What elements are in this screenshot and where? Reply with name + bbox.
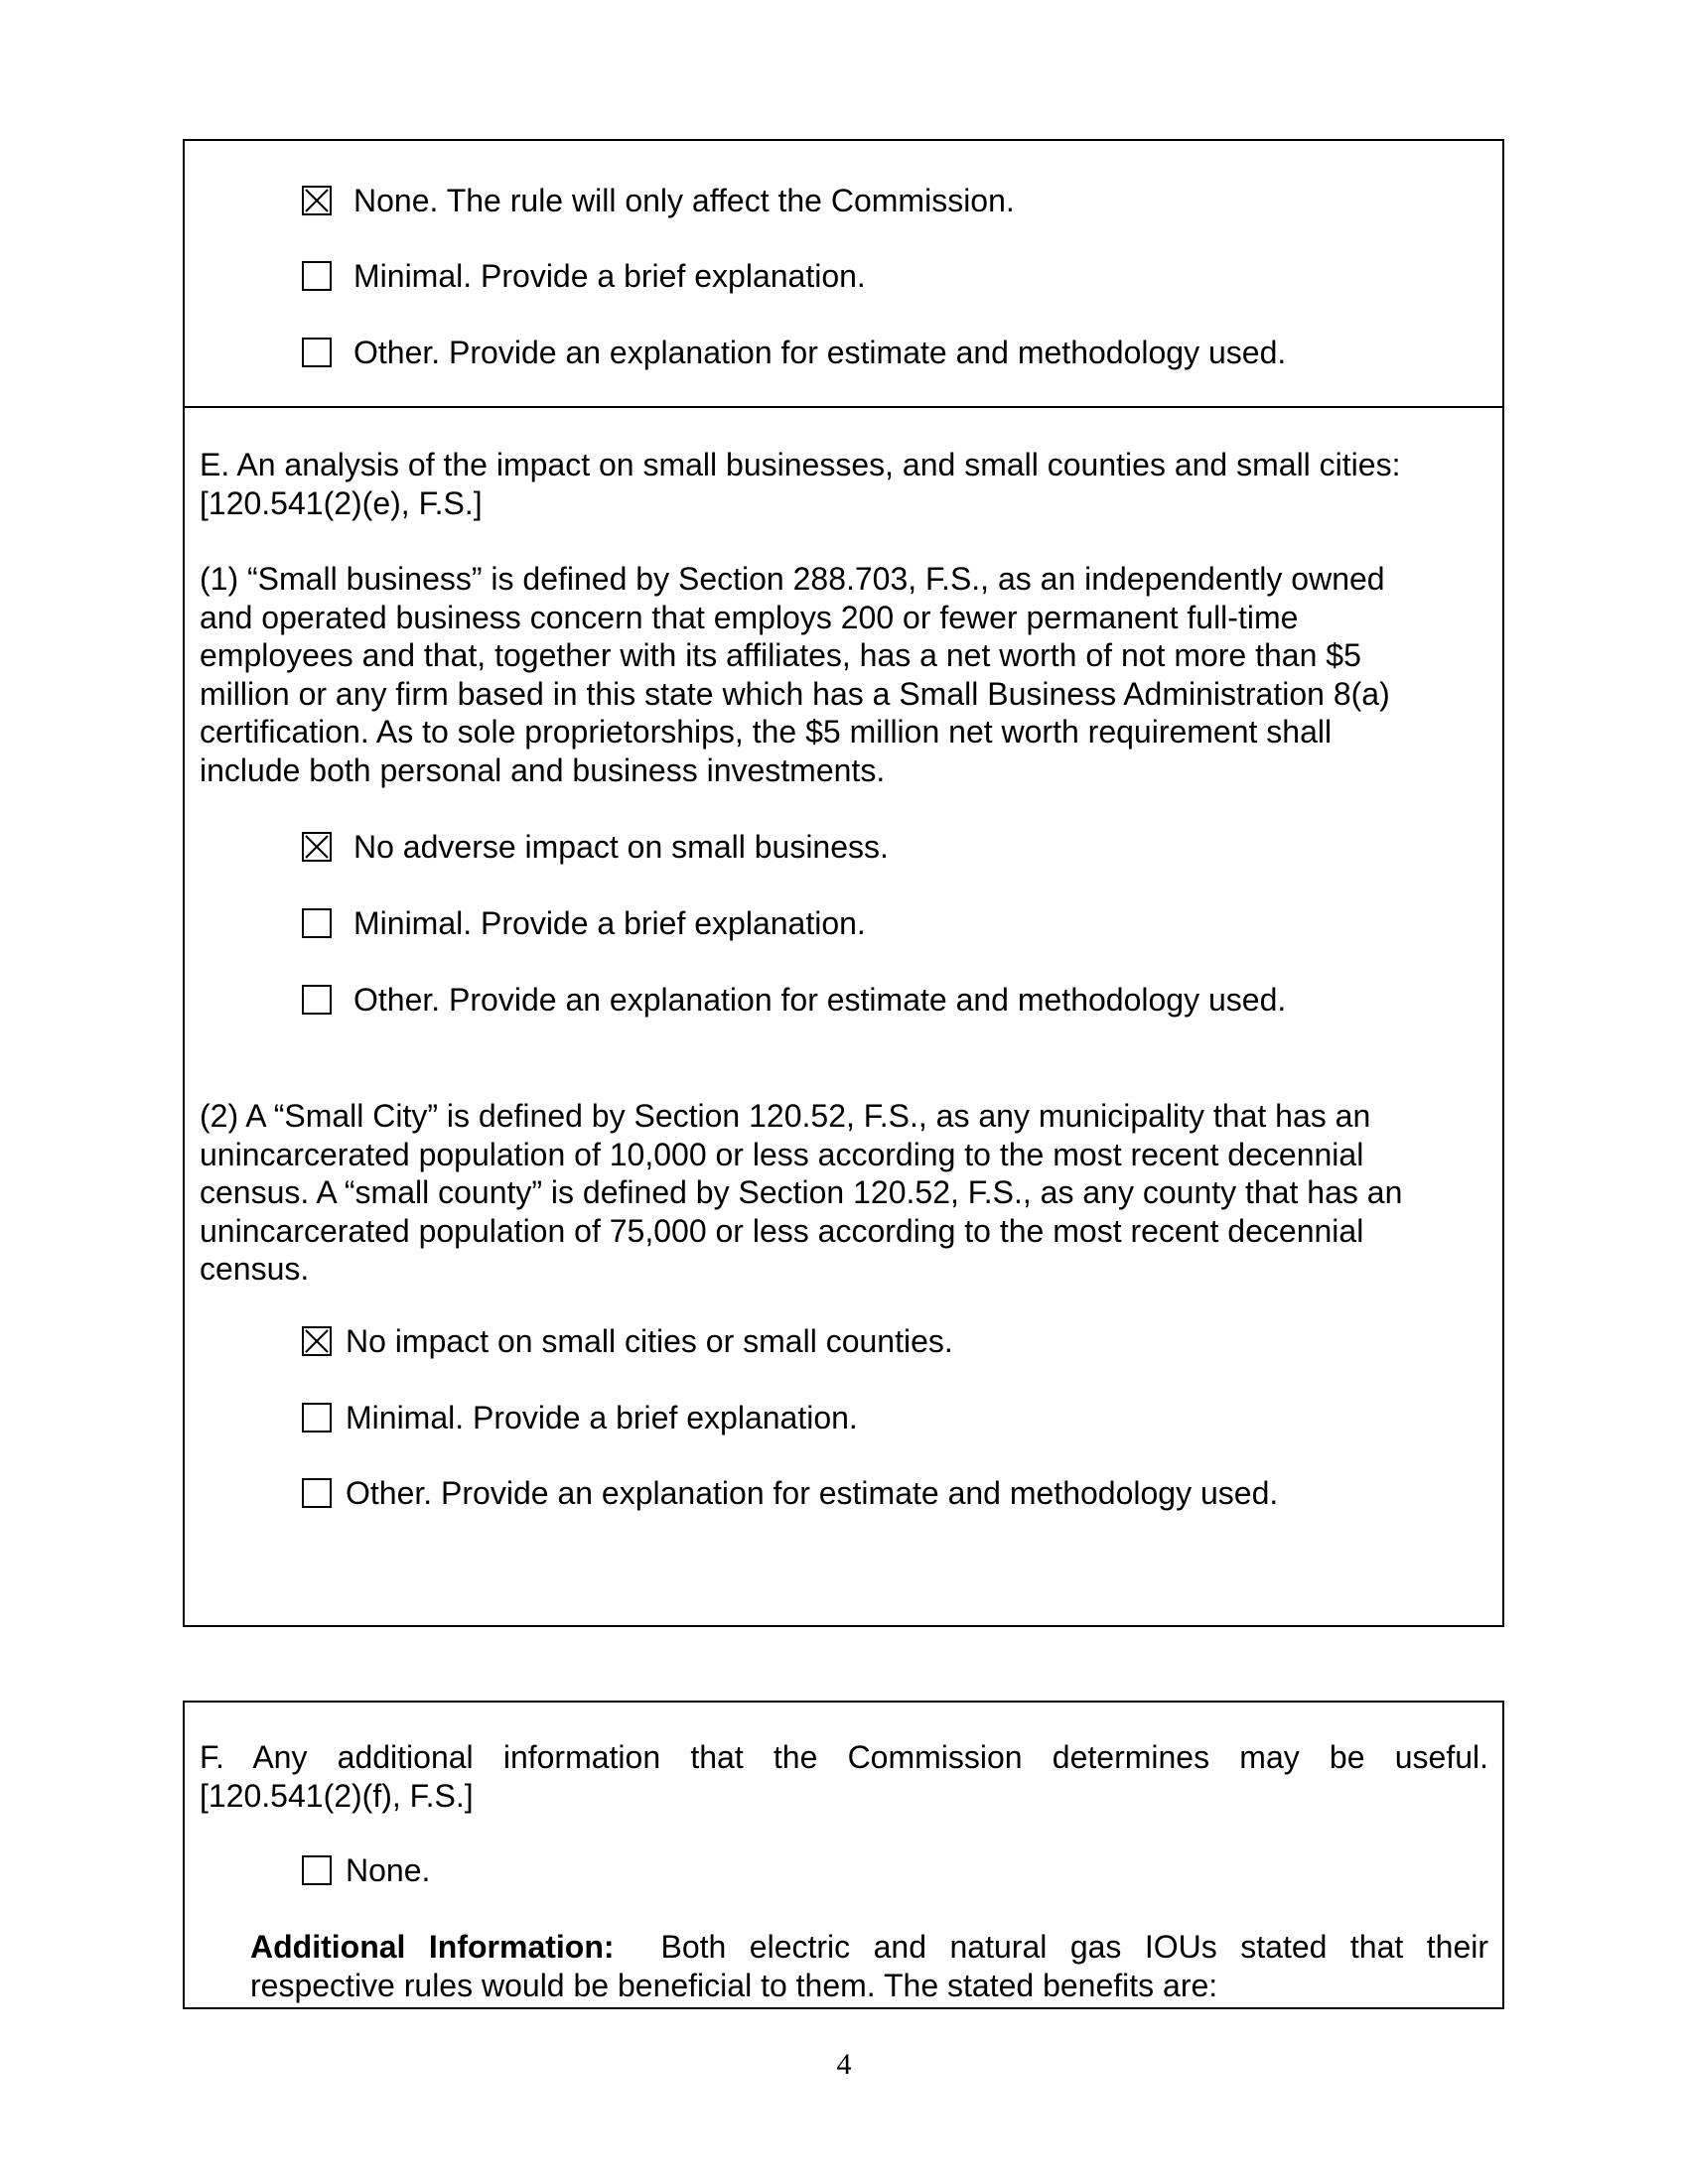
checkbox-checked[interactable] (302, 832, 332, 862)
option-other[interactable] (302, 983, 1286, 1017)
page-number: 4 (836, 2048, 852, 2081)
checkbox-unchecked[interactable] (302, 1855, 332, 1885)
checkbox-unchecked[interactable] (302, 908, 332, 938)
checkbox-unchecked[interactable] (302, 261, 332, 291)
additional-info-text: Both electric and natural gas IOUs stated that their (660, 1929, 1489, 1965)
option-label: No impact on small cities or small counties. (346, 1322, 953, 1359)
checkbox-unchecked[interactable] (302, 985, 332, 1015)
option-minimal[interactable] (302, 906, 866, 940)
section-f-heading: F. Any additional information that the Commission determines may be useful. [120.541(2)(f), F.S.] (200, 1739, 1488, 1814)
checkbox-unchecked[interactable] (302, 1403, 332, 1433)
option-label: Minimal. Provide a brief explanation. (346, 1399, 858, 1435)
checkbox-checked[interactable] (302, 186, 332, 215)
additional-info-text-continued: respective rules would be beneficial to them. The stated benefits are: (250, 1967, 1218, 2003)
option-minimal[interactable] (302, 1401, 858, 1434)
option-label: Other. Provide an explanation for estimate and methodology used. (353, 334, 1287, 370)
option-label: None. (346, 1851, 431, 1888)
option-label: Minimal. Provide a brief explanation. (353, 257, 866, 294)
checkbox-unchecked[interactable] (302, 1478, 332, 1508)
section-e-heading: E. An analysis of the impact on small businesses, and small counties and small cities: [120.541(2)(e), F.S.] (200, 447, 1401, 521)
option-label: No adverse impact on small business. (353, 828, 889, 865)
small-city-definition: (2) A “Small City” is defined by Section 120.52, F.S., as any municipality that has an unincarcerated population of 10,000 or less according to the most recent decennial census. A “small county” is defined by Section 120.52, F.S., as any county that has an unincarcerated population of 75,000 or less according to the most recent decennial census. (200, 1098, 1403, 1287)
option-no-adverse-impact[interactable] (302, 830, 889, 864)
section-e-box (183, 406, 1504, 1627)
section-d-box (183, 139, 1504, 408)
small-business-definition: (1) “Small business” is defined by Section 288.703, F.S., as an independently owned and operated business concern that employs 200 or fewer permanent full-time employees and that, together with its affiliates, has a net worth of not more than $5 million or any firm based in this state which has a Small Business Administration 8(a) certification. As to sole proprietorships, the $5 million net worth requirement shall include both personal and business investments. (200, 561, 1390, 788)
option-minimal[interactable] (302, 259, 866, 293)
option-label: Minimal. Provide a brief explanation. (353, 904, 866, 941)
option-other[interactable] (302, 1476, 1278, 1510)
additional-information (250, 1928, 1488, 2004)
option-no-impact-cities-counties[interactable] (302, 1324, 953, 1358)
checkbox-unchecked[interactable] (302, 338, 332, 367)
option-label: Other. Provide an explanation for estimate and methodology used. (346, 1474, 1279, 1511)
section-f-box (183, 1701, 1504, 2009)
option-label: Other. Provide an explanation for estimate and methodology used. (353, 981, 1287, 1018)
option-label: None. The rule will only affect the Commission. (353, 182, 1015, 218)
additional-info-label: Additional Information: (250, 1929, 615, 1965)
option-other[interactable] (302, 336, 1286, 369)
checkbox-checked[interactable] (302, 1326, 332, 1356)
option-none-commission[interactable] (302, 184, 1015, 217)
option-none[interactable] (302, 1853, 430, 1887)
